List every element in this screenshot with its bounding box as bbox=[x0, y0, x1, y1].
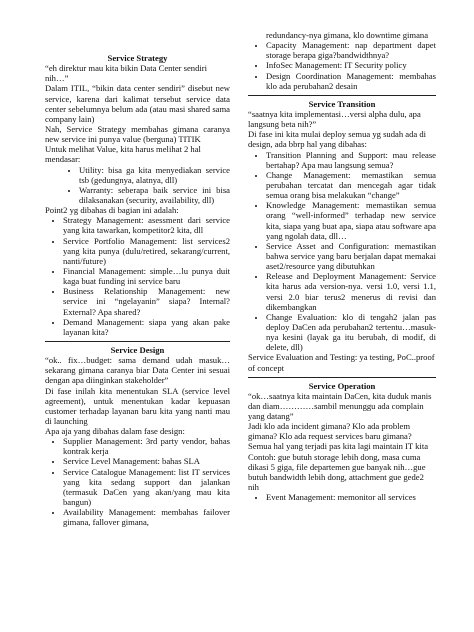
strategy-para4: Untuk melihat Value, kita harus melihat 2 hal mendasar: bbox=[45, 144, 201, 165]
operation-para1: “ok…saatnya kita maintain DaCen, kita duduk manis dan diam…………sambil menunggu ada complain yang datang” bbox=[248, 390, 432, 422]
list-item: • Business Relationship Management: new service ini “ngelayanin” siapa? Internal? External? Apa shared? bbox=[63, 286, 230, 316]
list-item: • Release and Deployment Management: Service kita harus ada version-nya. versi 1.0, versi 1.1, versi 2.0 biar terus2 menerus di revisi dan dikembangkan bbox=[266, 271, 436, 312]
right-column bbox=[248, 0, 436, 502]
list-item: • Financial Management: simple…lu punya duit kaga buat funding ini service baru bbox=[63, 266, 230, 286]
list-item: • Capacity Management: nap department dapet storage berapa giga?bandwidthnya? bbox=[266, 40, 436, 60]
list-item: • Service Asset and Configuration: memastikan bahwa service yang baru berjalan dapat memakai aset2/resource yang dibutuhkan bbox=[266, 241, 436, 271]
strategy-para3: Nah, Service Strategy membahas gimana caranya new service ini punya value (berguna) TITIK bbox=[45, 123, 230, 145]
design-list-continued bbox=[248, 40, 436, 91]
left-column bbox=[45, 0, 230, 527]
design-para1: “ok.. fix…budget: sama demand udah masuk…sekarang gimana caranya biar Data Center ini sesuai dengan apa diinginkan stakeholder” bbox=[45, 355, 230, 386]
list-item: • Service Catalogue Management: list IT services yang kita sedang support dan jalankan (termasuk DaCen yang akan/yang mau kita bangun) bbox=[63, 467, 230, 508]
section-title-design: Service Design bbox=[110, 344, 165, 355]
list-item: • Event Management: memonitor all services bbox=[266, 492, 436, 502]
list-item: • Utility: bisa ga kita menyediakan service tsb (gedungnya, alatnya, dll) bbox=[79, 165, 230, 185]
list-item: • Change Management: memastikan semua perubahan tercatat dan mencegah agar tidak semua orang bisa melakukan “change” bbox=[266, 170, 436, 200]
operation-list bbox=[248, 492, 436, 502]
list-item: • InfoSec Management: IT Security policy bbox=[266, 60, 436, 70]
strategy-list bbox=[45, 215, 230, 337]
design-list bbox=[45, 436, 230, 527]
transition-para1: “saatnya kita implementasi…versi alpha dulu, apa langsung beta nih?” bbox=[248, 108, 421, 130]
operation-para3: Contoh: gue butuh storage lebih dong, masa cuma dikasi 5 giga, file departemen gue banyak nih…gue butuh bandwidth lebih dong, attachment gue gede2 nih bbox=[248, 451, 426, 493]
list-item: • Demand Management: siapa yang akan pake layanan kita? bbox=[63, 317, 230, 337]
section-title-transition: Service Transition bbox=[308, 98, 376, 109]
list-item: • Availability Management: membahas failover gimana, fallover gimana, bbox=[63, 507, 230, 527]
list-item: • Supplier Management: 3rd party vendor, bahas kontrak kerja bbox=[63, 436, 230, 456]
strategy-para5: Point2 yg dibahas di bagian ini adalah: bbox=[45, 205, 179, 216]
list-item: • Strategy Management: asessment dari service yang kita tawarkan, kompetitor2 kita, dll bbox=[63, 215, 230, 235]
list-item: • Design Coordination Management: membahas klo ada perubahan2 desain bbox=[266, 71, 436, 91]
list-item: • Service Portfolio Management: list services2 yang kita punya (dulu/retired, sekarang/current, nanti/future) bbox=[63, 236, 230, 266]
list-item: • Warranty: seberapa baik service ini bisa dilaksanakan (security, availability, dll) bbox=[79, 185, 230, 205]
strategy-para2: Dalam ITIL, “bikin data center sendiri” disebut new service, karena dari kalimat tersebut service data center sebelumnya belum ada (atau masi shared sama company lain) bbox=[45, 83, 230, 124]
section-divider bbox=[45, 341, 230, 342]
design-continued: redundancy-nya gimana, klo downtime gimana bbox=[266, 30, 429, 40]
value-list bbox=[45, 165, 230, 206]
design-para2: Di fase inilah kita menentukan SLA (service level agreement), untuk menentukan kadar kepuasan customer terhadap layanan baru kita yang nanti mau di launching bbox=[45, 385, 230, 426]
section-title-strategy: Service Strategy bbox=[107, 53, 168, 63]
transition-list bbox=[248, 150, 436, 353]
transition-para2: Di fase ini kita mulai deploy semua yg sudah ada di design, ada bbrp hal yang dibahas: bbox=[248, 129, 427, 150]
list-item: • Knowledge Management: memastikan semua orang “well-informed” terhadap new service kita, siapa yang buat apa, siapa atau software apa yang ngolah data, dll… bbox=[266, 200, 436, 241]
section-divider bbox=[248, 95, 436, 96]
strategy-para1: “eh direktur mau kita bikin Data Center sendiri nih…” bbox=[45, 63, 208, 84]
list-item: • Change Evaluation: klo di tengah2 jalan pas deploy DaCen ada perubahan2 tertentu…masuk-nya kesini (layak ga itu berubah, di modif, di delete, dll) bbox=[266, 312, 436, 353]
section-title-operation: Service Operation bbox=[308, 380, 376, 391]
operation-para2: Jadi klo ada incident gimana? Klo ada problem gimana? Klo ada request services baru gimana? Semua hal yang terjadi pas kita lagi maintain IT kita bbox=[248, 421, 429, 452]
section-divider bbox=[248, 377, 436, 378]
design-para3: Apa aja yang dibahas dalam fase design: bbox=[45, 426, 185, 437]
transition-para3: Service Evaluation and Testing: ya testing, PoC..proof of concept bbox=[248, 352, 435, 373]
list-item: • Transition Planning and Support: mau release bertahap? Apa mau langsung semua? bbox=[266, 150, 436, 170]
list-item: • Service Level Management: bahas SLA bbox=[63, 456, 230, 466]
